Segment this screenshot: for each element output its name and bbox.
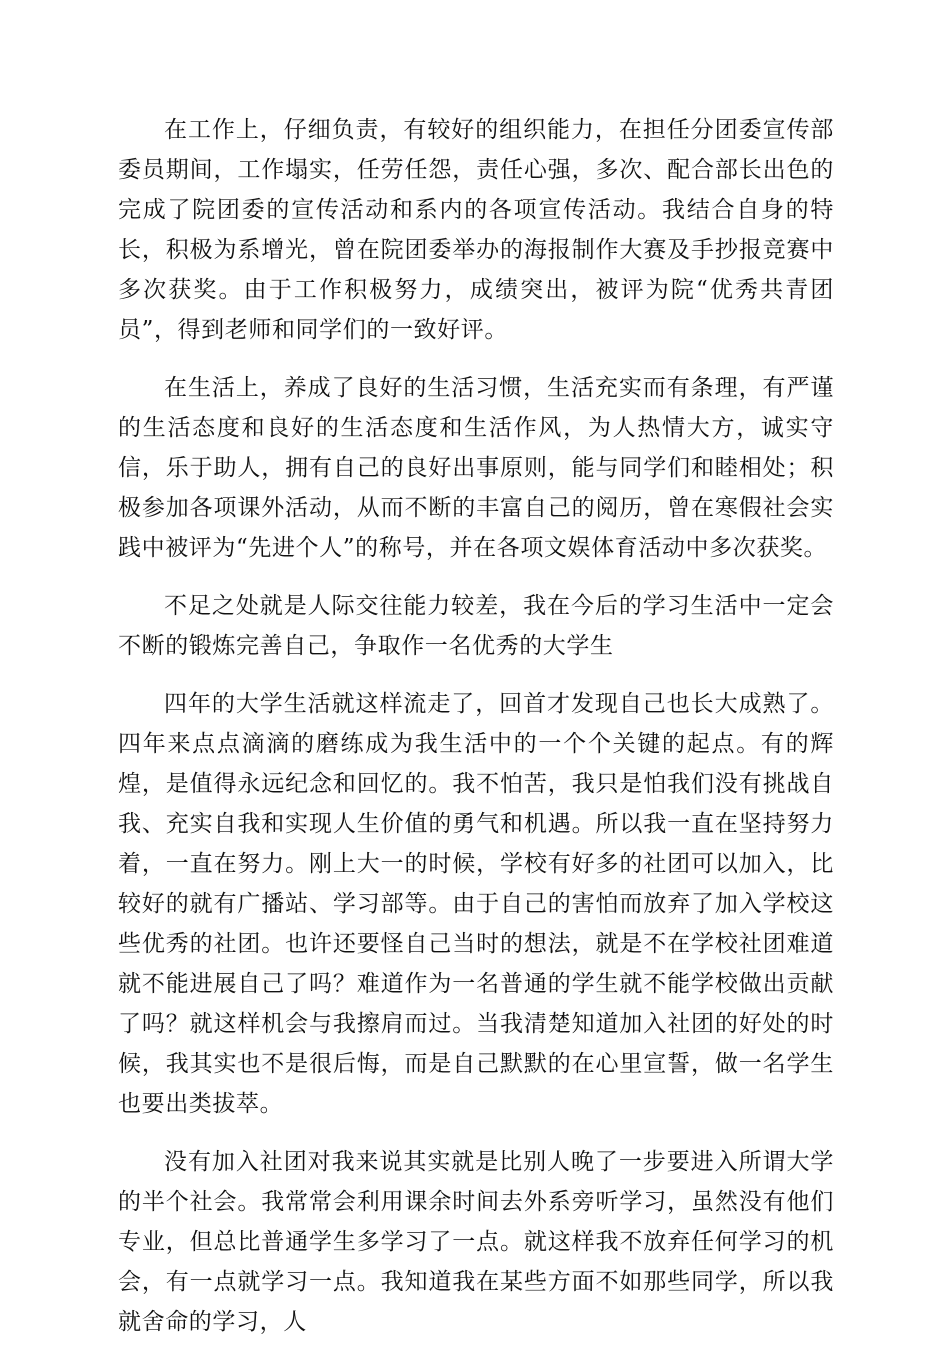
paragraph-clubs: 没有加入社团对我来说其实就是比别人晚了一步要进入所谓大学的半个社会。我常常会利用课余时间去外系旁听学习，虽然没有他们专业，但总比普通学生多学习了一点。就这样我不放弃任何学习的机会，有一点就学习一点。我知道我在某些方面不如那些同学，所以我就舍命的学习，人: [118, 1149, 834, 1335]
document-body: [118, 110, 834, 1360]
paragraph-life: 在生活上，养成了良好的生活习惯，生活充实而有条理，有严谨的生活态度和良好的生活态度和生活作风，为人热情大方，诚实守信，乐于助人，拥有自己的良好出事原则，能与同学们和睦相处；积极参加各项课外活动，从而不断的丰富自己的阅历，曾在寒假社会实践中被评为“先进个人”的称号，并在各项文娱体育活动中多次获奖。: [118, 375, 834, 561]
paragraph-shortcomings: 不足之处就是人际交往能力较差，我在今后的学习生活中一定会不断的锻炼完善自己，争取作一名优秀的大学生: [118, 593, 834, 659]
paragraph-four-years: 四年的大学生活就这样流走了，回首才发现自己也长大成熟了。四年来点点滴滴的磨练成为我生活中的一个个关键的起点。有的辉煌，是值得永远纪念和回忆的。我不怕苦，我只是怕我们没有挑战自我、充实自我和实现人生价值的勇气和机遇。所以我一直在坚持努力着，一直在努力。刚上大一的时候，学校有好多的社团可以加入，比较好的就有广播站、学习部等。由于自己的害怕而放弃了加入学校这些优秀的社团。也许还要怪自己当时的想法，就是不在学校社团难道就不能进展自己了吗？难道作为一名普通的学生就不能学校做出贡献了吗？就这样机会与我擦肩而过。当我清楚知道加入社团的好处的时候，我其实也不是很后悔，而是自己默默的在心里宣誓，做一名学生也要出类拔萃。: [118, 691, 834, 1117]
paragraph-work: 在工作上，仔细负责，有较好的组织能力，在担任分团委宣传部委员期间，工作塌实，任劳任怨，责任心强，多次、配合部长出色的完成了院团委的宣传活动和系内的各项宣传活动。我结合自身的特长，积极为系增光，曾在院团委举办的海报制作大赛及手抄报竞赛中多次获奖。由于工作积极努力，成绩突出，被评为院“优秀共青团员”，得到老师和同学们的一致好评。: [118, 117, 834, 343]
